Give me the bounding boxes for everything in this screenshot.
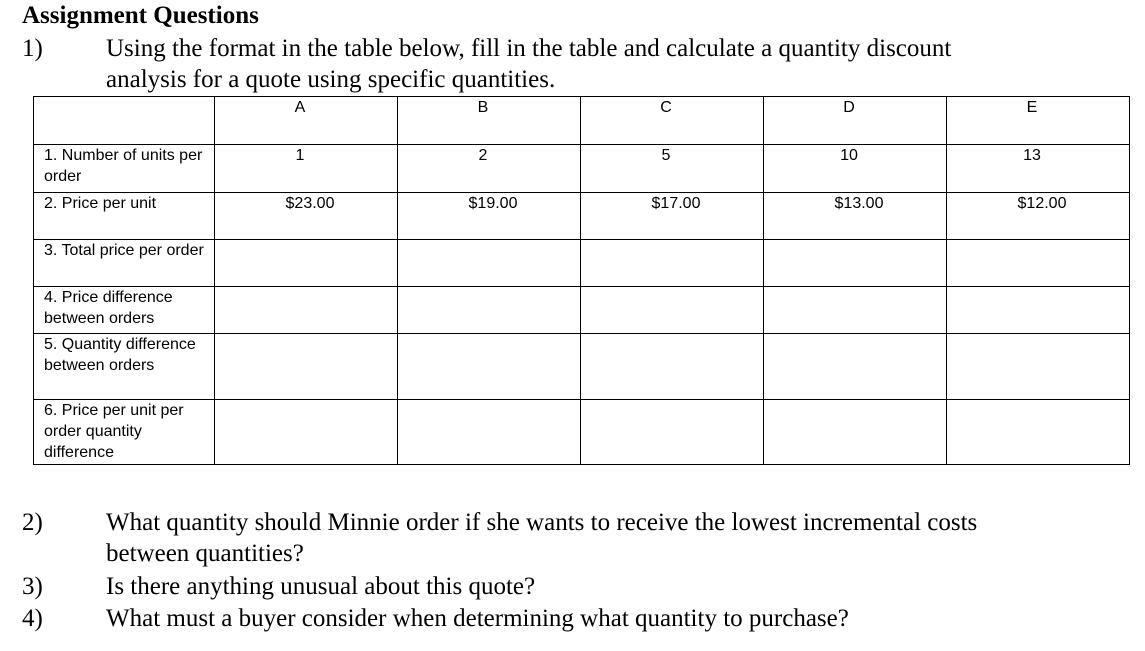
table-cell — [398, 287, 581, 334]
table-cell — [764, 334, 947, 400]
table-cell — [215, 334, 398, 400]
row-label: 3. Total price per order — [34, 240, 215, 287]
table-cell: $19.00 — [398, 193, 581, 240]
question-1-line-2: analysis for a quote using specific quantities. — [106, 66, 556, 93]
table-header-row — [34, 97, 1130, 145]
row-label: 2. Price per unit — [34, 193, 215, 240]
column-header-b: B — [398, 97, 581, 145]
table-cell: 10 — [764, 145, 947, 193]
table-cell — [215, 287, 398, 334]
table-cell — [215, 240, 398, 287]
table-row — [34, 334, 1130, 400]
table-cell: $12.00 — [947, 193, 1130, 240]
table-cell — [764, 287, 947, 334]
table-row — [34, 287, 1130, 334]
table-cell — [215, 400, 398, 465]
table-cell — [398, 400, 581, 465]
question-1-number: 1) — [22, 35, 43, 62]
row-label: 1. Number of units per order — [34, 145, 215, 193]
column-header-d: D — [764, 97, 947, 145]
assignment-heading: Assignment Questions — [22, 2, 259, 29]
table-row — [34, 400, 1130, 465]
table-cell — [947, 240, 1130, 287]
table-cell — [764, 240, 947, 287]
question-2-text — [106, 507, 1086, 569]
table-row — [34, 145, 1130, 193]
table-row — [34, 193, 1130, 240]
table-cell — [581, 287, 764, 334]
table-cell — [581, 334, 764, 400]
question-3-text: Is there anything unusual about this quote? — [106, 573, 536, 600]
table-cell: 2 — [398, 145, 581, 193]
column-header-c: C — [581, 97, 764, 145]
table-cell: $23.00 — [215, 193, 398, 240]
table-cell: $17.00 — [581, 193, 764, 240]
table-cell — [398, 334, 581, 400]
column-header-a: A — [215, 97, 398, 145]
question-1-line-1: Using the format in the table below, fill in the table and calculate a quantity discount — [106, 35, 952, 62]
table-cell: 13 — [947, 145, 1130, 193]
table-cell — [764, 400, 947, 465]
table-cell: 5 — [581, 145, 764, 193]
question-2-line-1: What quantity should Minnie order if she wants to receive the lowest incremental costs — [106, 509, 978, 536]
table-corner-cell — [34, 97, 215, 145]
question-1-text — [106, 33, 1086, 95]
table-cell — [581, 240, 764, 287]
table-cell — [947, 400, 1130, 465]
table-cell — [398, 240, 581, 287]
question-3-number: 3) — [22, 573, 43, 600]
row-label: 6. Price per unit per order quantity difference — [34, 400, 215, 465]
table-cell — [947, 334, 1130, 400]
table-cell — [581, 400, 764, 465]
row-label: 4. Price difference between orders — [34, 287, 215, 334]
table-row — [34, 240, 1130, 287]
question-2-number: 2) — [22, 509, 43, 536]
table-cell — [947, 287, 1130, 334]
quantity-discount-table — [33, 96, 1130, 465]
column-header-e: E — [947, 97, 1130, 145]
row-label: 5. Quantity difference between orders — [34, 334, 215, 400]
question-4-number: 4) — [22, 605, 43, 632]
table-cell: 1 — [215, 145, 398, 193]
table-cell: $13.00 — [764, 193, 947, 240]
question-4-text: What must a buyer consider when determining what quantity to purchase? — [106, 605, 849, 632]
question-2-line-2: between quantities? — [106, 540, 304, 567]
